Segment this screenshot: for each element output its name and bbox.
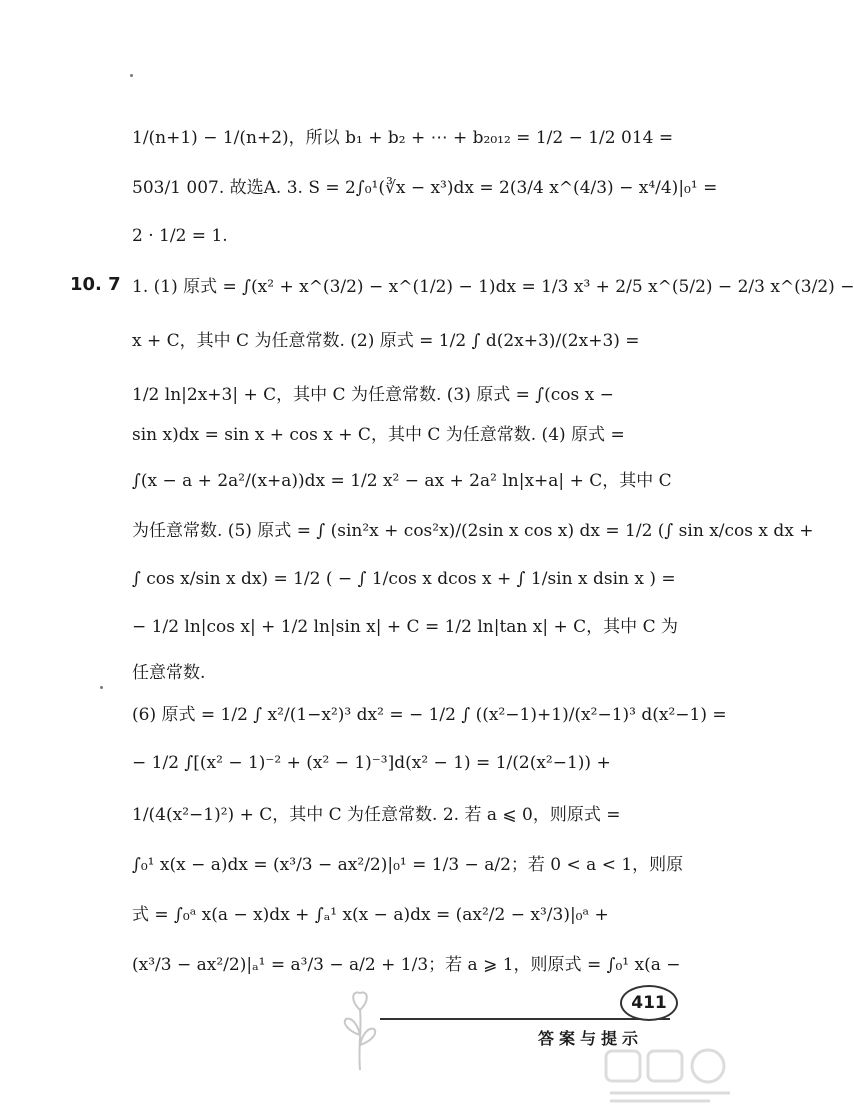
text-line-15: 1/(4(x²−1)²) + C，其中 C 为任意常数. 2. 若 a ⩽ 0，则原式 =	[132, 805, 621, 825]
scan-speck	[100, 686, 103, 689]
text-line-12: 任意常数.	[132, 663, 206, 683]
text-line-4: 1. (1) 原式 = ∫(x² + x^(3/2) − x^(1/2) − 1)dx = 1/3 x³ + 2/5 x^(5/2) − 2/3 x^(3/2) −	[132, 277, 854, 297]
scan-speck	[130, 74, 133, 77]
text-line-7: sin x)dx = sin x + cos x + C，其中 C 为任意常数. (4) 原式 =	[132, 425, 625, 445]
text-line-1: 1/(n+1) − 1/(n+2)，所以 b₁ + b₂ + ⋯ + b₂₀₁₂ = 1/2 − 1/2 014 =	[132, 128, 674, 148]
text-line-3: 2 · 1/2 = 1.	[132, 226, 228, 246]
text-line-5: x + C，其中 C 为任意常数. (2) 原式 = 1/2 ∫ d(2x+3)/(2x+3) =	[132, 331, 640, 351]
footer-rule	[380, 1018, 670, 1020]
footer-title: 答案与提示	[538, 1029, 644, 1048]
text-line-2: 503/1 007. 故选A. 3. S = 2∫₀¹(∛x − x³)dx = 2(3/4 x^(4/3) − x⁴/4)|₀¹ =	[132, 178, 718, 198]
text-line-17: 式 = ∫₀ᵃ x(a − x)dx + ∫ₐ¹ x(x − a)dx = (ax²/2 − x³/3)|₀ᵃ +	[132, 905, 609, 925]
text-line-10: ∫ cos x/sin x dx) = 1/2 ( − ∫ 1/cos x dcos x + ∫ 1/sin x dsin x ) =	[132, 569, 676, 589]
text-line-11: − 1/2 ln|cos x| + 1/2 ln|sin x| + C = 1/2 ln|tan x| + C，其中 C 为	[132, 617, 678, 637]
text-line-9: 为任意常数. (5) 原式 = ∫ (sin²x + cos²x)/(2sin x cos x) dx = 1/2 (∫ sin x/cos x dx +	[132, 521, 814, 541]
section-label: 10. 7	[70, 274, 121, 295]
text-line-6: 1/2 ln|2x+3| + C，其中 C 为任意常数. (3) 原式 = ∫(cos x −	[132, 385, 614, 405]
text-line-13: (6) 原式 = 1/2 ∫ x²/(1−x²)³ dx² = − 1/2 ∫ ((x²−1)+1)/(x²−1)³ d(x²−1) =	[132, 705, 727, 725]
page-number: 411	[620, 985, 678, 1021]
text-line-16: ∫₀¹ x(x − a)dx = (x³/3 − ax²/2)|₀¹ = 1/3 − a/2；若 0 < a < 1，则原	[132, 855, 684, 875]
watermark-logo-icon	[600, 1045, 740, 1105]
text-line-18: (x³/3 − ax²/2)|ₐ¹ = a³/3 − a/2 + 1/3；若 a ⩾ 1，则原式 = ∫₀¹ x(a −	[132, 955, 681, 975]
text-line-14: − 1/2 ∫[(x² − 1)⁻² + (x² − 1)⁻³]d(x² − 1) = 1/(2(x²−1)) +	[132, 753, 611, 773]
text-line-8: ∫(x − a + 2a²/(x+a))dx = 1/2 x² − ax + 2a² ln|x+a| + C，其中 C	[132, 471, 672, 491]
flower-decoration-icon	[330, 985, 390, 1075]
